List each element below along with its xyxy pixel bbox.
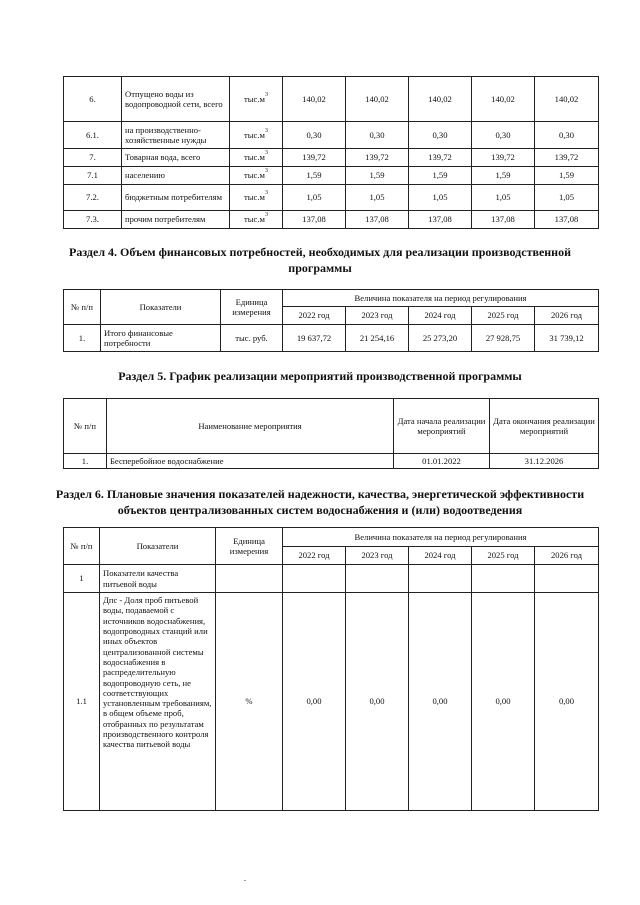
table-row: [64, 167, 599, 185]
header-year: 2024 год: [409, 547, 472, 565]
table-row: [64, 185, 599, 211]
header-unit: Единица измерения: [221, 290, 283, 325]
value-cell: 137,08: [346, 211, 409, 229]
unit-superscript: 3: [264, 190, 268, 197]
value-cell: 140,02: [283, 77, 346, 122]
row-unit: [230, 185, 283, 211]
row-num: 1: [64, 565, 100, 593]
header-year: 2024 год: [409, 307, 472, 325]
value-cell: 137,08: [472, 211, 535, 229]
value-cell: 137,08: [409, 211, 472, 229]
value-cell: 21 254,16: [346, 325, 409, 352]
section4-title-line2: программы: [288, 261, 352, 276]
value-cell: 1,05: [472, 185, 535, 211]
unit-text: тыс.м: [244, 93, 265, 104]
unit-text: тыс.м: [244, 214, 265, 225]
row-name: Отпущено воды из водопроводной сети, всего: [122, 77, 230, 122]
row-unit: [230, 167, 283, 185]
value-cell: 140,02: [535, 77, 599, 122]
row-num: 7.1: [64, 167, 122, 185]
value-cell: 1,59: [409, 167, 472, 185]
table-row: [64, 211, 599, 229]
value-cell: 25 273,20: [409, 325, 472, 352]
value-cell: 1,05: [535, 185, 599, 211]
value-cell: 1,59: [535, 167, 599, 185]
header-unit: Единица измерения: [216, 528, 283, 565]
header-num: № п/п: [64, 399, 107, 454]
row-name: Дпс - Доля проб питьевой воды, подаваемой с источников водоснабжения, водопроводных станций или иных объектов централизованной системы водоснабжения в распределительную водопроводную сеть, не соответствующих установленным требованиям, в общем объеме проб, отобранных по результатам производственного контроля качества питьевой воды: [100, 593, 216, 811]
unit-superscript: 3: [264, 168, 268, 175]
row-name: бюджетным потребителям: [122, 185, 230, 211]
value-cell: 1,59: [472, 167, 535, 185]
section6-title-line1: Раздел 6. Плановые значения показателей надежности, качества, энергетической эффективности: [55, 487, 585, 501]
row-end-date: 31.12.2026: [490, 454, 599, 469]
section4-title: [0, 244, 640, 276]
row-name: населению: [122, 167, 230, 185]
row-unit: [230, 149, 283, 167]
header-num: № п/п: [64, 290, 101, 325]
row-num: 6.: [64, 77, 122, 122]
section5-title: [0, 368, 640, 384]
row-name: Товарная вода, всего: [122, 149, 230, 167]
table-row: [64, 122, 599, 149]
water-balance-table: [63, 76, 599, 229]
row-name: на производственно-хозяйственные нужды: [122, 122, 230, 149]
row-unit: [230, 77, 283, 122]
value-cell: 0,00: [472, 593, 535, 811]
value-cell: 139,72: [409, 149, 472, 167]
header-year: 2022 год: [283, 307, 346, 325]
row-name: Итого финансовые потребности: [101, 325, 221, 352]
row-name: прочим потребителям: [122, 211, 230, 229]
header-year: 2026 год: [535, 547, 599, 565]
header-year: 2023 год: [346, 307, 409, 325]
value-cell: 140,02: [409, 77, 472, 122]
unit-text: тыс.м: [244, 170, 265, 181]
reliability-table: [63, 527, 599, 811]
page-mark: [244, 880, 246, 881]
header-year: 2025 год: [472, 307, 535, 325]
row-unit: [230, 211, 283, 229]
value-cell: 1,59: [346, 167, 409, 185]
row-num: 7.2.: [64, 185, 122, 211]
unit-text: тыс.м: [244, 129, 265, 140]
value-cell: 27 928,75: [472, 325, 535, 352]
row-num: 1.1: [64, 593, 100, 811]
value-cell: 139,72: [346, 149, 409, 167]
section6-title-line2: объектов централизованных систем водоснабжения и (или) водоотведения: [117, 503, 523, 518]
unit-superscript: 3: [264, 212, 268, 219]
section6-title: [0, 486, 640, 518]
value-cell: 1,05: [409, 185, 472, 211]
value-cell: 137,08: [283, 211, 346, 229]
value-cell: 140,02: [472, 77, 535, 122]
value-cell: 0,30: [346, 122, 409, 149]
row-num: 1.: [64, 325, 101, 352]
value-cell: 140,02: [346, 77, 409, 122]
row-num: 1.: [64, 454, 107, 469]
header-year: 2025 год: [472, 547, 535, 565]
row-unit: %: [216, 593, 283, 811]
value-cell: 0,30: [535, 122, 599, 149]
value-cell: 0,30: [472, 122, 535, 149]
row-num: 7.3.: [64, 211, 122, 229]
financial-needs-table: [63, 289, 599, 352]
table-row: [64, 149, 599, 167]
unit-superscript: 3: [264, 127, 268, 134]
section4-title-line1: Раздел 4. Объем финансовых потребностей, необходимых для реализации производственной: [68, 245, 572, 259]
value-cell: 19 637,72: [283, 325, 346, 352]
header-year: 2022 год: [283, 547, 346, 565]
value-cell: 1,05: [283, 185, 346, 211]
header-indicators: Показатели: [100, 528, 216, 565]
unit-superscript: 3: [264, 150, 268, 157]
value-cell: 139,72: [535, 149, 599, 167]
row-activity-name: Бесперебойное водоснабжение: [107, 454, 394, 469]
header-num: № п/п: [64, 528, 100, 565]
value-cell: 1,59: [283, 167, 346, 185]
header-indicators: Показатели: [101, 290, 221, 325]
unit-text: тыс.м: [244, 152, 265, 163]
value-cell: 139,72: [472, 149, 535, 167]
value-cell: 31 739,12: [535, 325, 599, 352]
header-year: 2023 год: [346, 547, 409, 565]
row-name: Показатели качества питьевой воды: [100, 565, 216, 593]
value-cell: 0,00: [283, 593, 346, 811]
value-cell: 1,05: [346, 185, 409, 211]
header-year: 2026 год: [535, 307, 599, 325]
value-cell: 137,08: [535, 211, 599, 229]
header-activity-name: Наименование мероприятия: [107, 399, 394, 454]
header-period: Величина показателя на период регулирования: [283, 528, 599, 547]
value-cell: 139,72: [283, 149, 346, 167]
value-cell: 0,00: [346, 593, 409, 811]
table-row: [64, 77, 599, 122]
header-end-date: Дата окончания реализации мероприятий: [490, 399, 599, 454]
value-cell: 0,00: [535, 593, 599, 811]
unit-superscript: 3: [264, 91, 268, 98]
value-cell: 0,30: [409, 122, 472, 149]
row-unit: тыс. руб.: [221, 325, 283, 352]
value-cell: 0,00: [409, 593, 472, 811]
section5-title-text: Раздел 5. График реализации мероприятий производственной программы: [118, 369, 522, 383]
header-start-date: Дата начала реализации мероприятий: [394, 399, 490, 454]
value-cell: 0,30: [283, 122, 346, 149]
row-num: 6.1.: [64, 122, 122, 149]
unit-text: тыс.м: [244, 192, 265, 203]
schedule-table: [63, 398, 599, 469]
header-period: Величина показателя на период регулирования: [283, 290, 599, 307]
row-unit: [230, 122, 283, 149]
row-num: 7.: [64, 149, 122, 167]
row-start-date: 01.01.2022: [394, 454, 490, 469]
